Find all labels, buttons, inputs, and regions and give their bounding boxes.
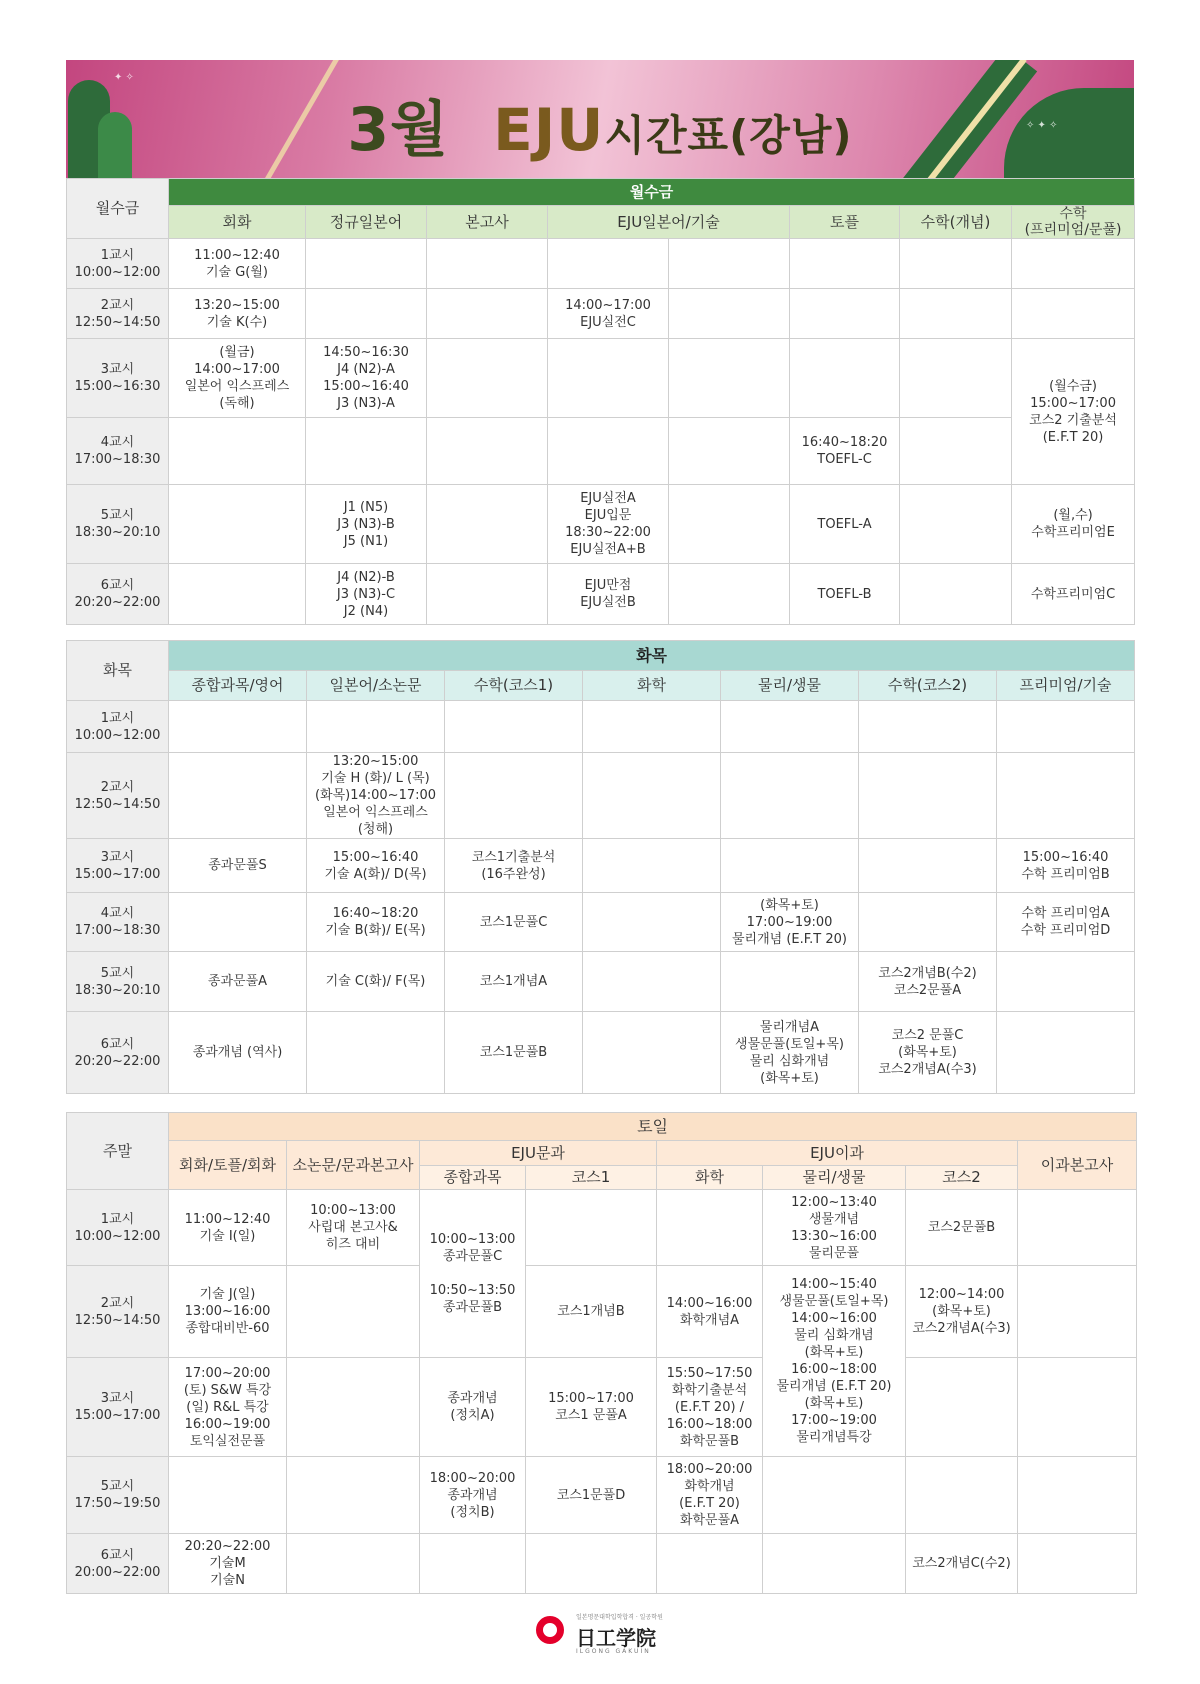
empty-cell — [859, 701, 997, 753]
class-cell: 16:40~18:20 TOEFL-C — [790, 418, 900, 485]
class-cell: 10:00~13:00 사립대 본고사& 히즈 대비 — [287, 1190, 420, 1266]
class-cell: 기술 J(일) 13:00~16:00 종합대비반-60 — [169, 1266, 287, 1358]
sparkle-icon: ✧ ✦ ✧ — [1026, 120, 1058, 131]
column-header: 화학 — [583, 671, 721, 701]
empty-cell — [900, 239, 1012, 289]
period-label: 1교시 10:00~12:00 — [67, 701, 169, 753]
empty-cell — [763, 1534, 906, 1594]
period-label: 6교시 20:20~22:00 — [67, 564, 169, 625]
empty-cell — [427, 564, 548, 625]
class-cell: (월수금) 15:00~17:00 코스2 기출분석 (E.F.T 20) — [1012, 339, 1135, 485]
column-subheader: 코스2 — [906, 1166, 1018, 1190]
empty-cell — [526, 1534, 657, 1594]
class-cell: 16:40~18:20 기술 B(화)/ E(목) — [307, 893, 445, 952]
class-cell: 14:50~16:30 J4 (N2)-A 15:00~16:40 J3 (N3)-A — [306, 339, 427, 418]
class-cell: 14:00~16:00 화학개념A — [657, 1266, 763, 1358]
class-cell: 18:00~20:00 화학개념 (E.F.T 20) 화학문풀A — [657, 1457, 763, 1534]
class-cell: 18:00~20:00 종과개념 (정치B) — [420, 1457, 526, 1534]
column-header: 소논문/문과본고사 — [287, 1141, 420, 1190]
class-cell: 코스2개념B(수2) 코스2문풀A — [859, 952, 997, 1012]
sparkle-icon: ✦ ✧ — [114, 72, 134, 83]
class-cell: TOEFL-B — [790, 564, 900, 625]
empty-cell — [763, 1457, 906, 1534]
column-subheader: 종합과목 — [420, 1166, 526, 1190]
empty-cell — [1018, 1266, 1137, 1358]
empty-cell — [900, 418, 1012, 485]
empty-cell — [307, 701, 445, 753]
class-cell: 10:00~13:00 종과문풀C 10:50~13:50 종과문풀B — [420, 1190, 526, 1358]
empty-cell — [900, 485, 1012, 564]
empty-cell — [1018, 1358, 1137, 1457]
table-band-header: 월수금 — [169, 179, 1135, 206]
period-label: 6교시 20:00~22:00 — [67, 1534, 169, 1594]
empty-cell — [583, 952, 721, 1012]
class-cell: 수학프리미엄C — [1012, 564, 1135, 625]
timetable-weekend — [66, 1112, 1137, 1594]
empty-cell — [669, 485, 790, 564]
empty-cell — [307, 1012, 445, 1094]
empty-cell — [287, 1534, 420, 1594]
class-cell: 코스1문풀B — [445, 1012, 583, 1094]
column-header: EJU일본어/기술 — [548, 206, 790, 239]
table-corner: 주말 — [67, 1113, 169, 1190]
column-header: 일본어/소논문 — [307, 671, 445, 701]
empty-cell — [169, 893, 307, 952]
empty-cell — [721, 952, 859, 1012]
empty-cell — [997, 952, 1135, 1012]
column-header: EJU이과 — [657, 1141, 1018, 1166]
period-label: 3교시 15:00~17:00 — [67, 1358, 169, 1457]
period-label: 1교시 10:00~12:00 — [67, 1190, 169, 1266]
logo-name: 日工学院 — [576, 1626, 656, 1650]
class-cell: 코스1문풀C — [445, 893, 583, 952]
title-month: 3월 — [347, 95, 450, 165]
class-cell: 12:00~14:00 (화목+토) 코스2개념A(수3) — [906, 1266, 1018, 1358]
empty-cell — [169, 753, 307, 839]
period-label: 3교시 15:00~16:30 — [67, 339, 169, 418]
class-cell: 11:00~12:40 기술 I(일) — [169, 1190, 287, 1266]
column-header: 회화/토플/회화 — [169, 1141, 287, 1190]
period-label: 1교시 10:00~12:00 — [67, 239, 169, 289]
empty-cell — [900, 564, 1012, 625]
column-header: 수학(코스1) — [445, 671, 583, 701]
empty-cell — [721, 839, 859, 893]
title-eju: EJU — [493, 96, 605, 164]
empty-cell — [287, 1358, 420, 1457]
empty-cell — [1018, 1190, 1137, 1266]
empty-cell — [721, 753, 859, 839]
class-cell: 17:00~20:00 (토) S&W 특강 (일) R&L 특강 16:00~19:00 토익실전문풀 — [169, 1358, 287, 1457]
empty-cell — [997, 701, 1135, 753]
period-label: 2교시 12:50~14:50 — [67, 753, 169, 839]
class-cell: 14:00~15:40 생물문풀(토일+목) 14:00~16:00 물리 심화개념 (화목+토) 16:00~18:00 물리개념 (E.F.T 20) (화목+토) 17:00~19:00 물리개념특강 — [763, 1266, 906, 1457]
empty-cell — [669, 418, 790, 485]
empty-cell — [790, 289, 900, 339]
empty-cell — [790, 339, 900, 418]
empty-cell — [859, 839, 997, 893]
empty-cell — [669, 339, 790, 418]
class-cell: 13:20~15:00 기술 K(수) — [169, 289, 306, 339]
empty-cell — [721, 701, 859, 753]
class-cell: 수학 프리미엄A 수학 프리미엄D — [997, 893, 1135, 952]
empty-cell — [427, 485, 548, 564]
class-cell: 11:00~12:40 기술 G(월) — [169, 239, 306, 289]
class-cell: 코스2 문풀C (화목+토) 코스2개념A(수3) — [859, 1012, 997, 1094]
empty-cell — [548, 339, 669, 418]
empty-cell — [169, 701, 307, 753]
class-cell: 20:20~22:00 기술M 기술N — [169, 1534, 287, 1594]
empty-cell — [1018, 1457, 1137, 1534]
class-cell: 코스2문풀B — [906, 1190, 1018, 1266]
column-header: 프리미엄/기술 — [997, 671, 1135, 701]
table-corner: 월수금 — [67, 179, 169, 239]
empty-cell — [859, 893, 997, 952]
period-label: 6교시 20:20~22:00 — [67, 1012, 169, 1094]
column-header: 물리/생물 — [721, 671, 859, 701]
class-cell: 14:00~17:00 EJU실전C — [548, 289, 669, 339]
empty-cell — [420, 1534, 526, 1594]
period-label: 4교시 17:00~18:30 — [67, 418, 169, 485]
timetable-mon-wed-fri — [66, 178, 1135, 625]
column-header: 종합과목/영어 — [169, 671, 307, 701]
column-header: 수학(코스2) — [859, 671, 997, 701]
class-cell: EJU만점 EJU실전B — [548, 564, 669, 625]
empty-cell — [997, 1012, 1135, 1094]
class-cell: 15:00~17:00 코스1 문풀A — [526, 1358, 657, 1457]
empty-cell — [427, 239, 548, 289]
empty-cell — [306, 239, 427, 289]
column-subheader: 물리/생물 — [763, 1166, 906, 1190]
empty-cell — [548, 239, 669, 289]
empty-cell — [583, 753, 721, 839]
empty-cell — [583, 1012, 721, 1094]
class-cell: TOEFL-A — [790, 485, 900, 564]
empty-cell — [583, 839, 721, 893]
column-header: 본고사 — [427, 206, 548, 239]
empty-cell — [445, 753, 583, 839]
period-label: 5교시 17:50~19:50 — [67, 1457, 169, 1534]
empty-cell — [906, 1358, 1018, 1457]
table-band-header: 토일 — [169, 1113, 1137, 1141]
class-cell: J1 (N5) J3 (N3)-B J5 (N1) — [306, 485, 427, 564]
empty-cell — [657, 1534, 763, 1594]
period-label: 4교시 17:00~18:30 — [67, 893, 169, 952]
school-logo — [536, 1610, 666, 1656]
empty-cell — [900, 289, 1012, 339]
empty-cell — [669, 564, 790, 625]
class-cell: 코스1문풀D — [526, 1457, 657, 1534]
class-cell: 코스2개념C(수2) — [906, 1534, 1018, 1594]
class-cell: 종과문풀S — [169, 839, 307, 893]
table-corner: 화목 — [67, 641, 169, 701]
class-cell: 15:00~16:40 기술 A(화)/ D(목) — [307, 839, 445, 893]
table-band-header: 화목 — [169, 641, 1135, 671]
period-label: 5교시 18:30~20:10 — [67, 952, 169, 1012]
logo-romaji: ILGONG GAKUIN — [576, 1648, 651, 1655]
class-cell: 물리개념A 생물문풀(토일+목) 물리 심화개념 (화목+토) — [721, 1012, 859, 1094]
empty-cell — [306, 289, 427, 339]
logo-ring-icon — [536, 1616, 564, 1644]
class-cell: 15:00~16:40 수학 프리미엄B — [997, 839, 1135, 893]
empty-cell — [526, 1190, 657, 1266]
empty-cell — [669, 289, 790, 339]
logo-tagline: 일본명문대학입학합격 · 일공학원 — [576, 1614, 663, 1621]
column-header: 정규일본어 — [306, 206, 427, 239]
column-subheader: 화학 — [657, 1166, 763, 1190]
empty-cell — [1018, 1534, 1137, 1594]
column-header: 회화 — [169, 206, 306, 239]
class-cell: 기술 C(화)/ F(목) — [307, 952, 445, 1012]
class-cell: 종과문풀A — [169, 952, 307, 1012]
empty-cell — [900, 339, 1012, 418]
empty-cell — [306, 418, 427, 485]
empty-cell — [169, 564, 306, 625]
empty-cell — [1012, 239, 1135, 289]
empty-cell — [169, 485, 306, 564]
column-header: 토플 — [790, 206, 900, 239]
empty-cell — [1012, 289, 1135, 339]
empty-cell — [548, 418, 669, 485]
class-cell: EJU실전A EJU입문 18:30~22:00 EJU실전A+B — [548, 485, 669, 564]
class-cell: 12:00~13:40 생물개념 13:30~16:00 물리문풀 — [763, 1190, 906, 1266]
column-header: 수학 (프리미엄/문풀) — [1012, 206, 1135, 239]
class-cell: (월금) 14:00~17:00 일본어 익스프레스 (독해) — [169, 339, 306, 418]
period-label: 2교시 12:50~14:50 — [67, 1266, 169, 1358]
empty-cell — [669, 239, 790, 289]
empty-cell — [790, 239, 900, 289]
empty-cell — [169, 1457, 287, 1534]
period-label: 2교시 12:50~14:50 — [67, 289, 169, 339]
empty-cell — [859, 753, 997, 839]
empty-cell — [997, 753, 1135, 839]
empty-cell — [169, 418, 306, 485]
title-banner — [66, 60, 1134, 178]
title-rest: 시간표(강남) — [604, 111, 853, 160]
column-header: EJU문과 — [420, 1141, 657, 1166]
empty-cell — [427, 418, 548, 485]
empty-cell — [445, 701, 583, 753]
class-cell: 코스1기출분석 (16주완성) — [445, 839, 583, 893]
period-label: 5교시 18:30~20:10 — [67, 485, 169, 564]
page-title — [66, 82, 1134, 168]
empty-cell — [427, 339, 548, 418]
class-cell: 15:50~17:50 화학기출분석 (E.F.T 20) / 16:00~18:00 화학문풀B — [657, 1358, 763, 1457]
class-cell: (화목+토) 17:00~19:00 물리개념 (E.F.T 20) — [721, 893, 859, 952]
class-cell: 코스1개념A — [445, 952, 583, 1012]
timetable-tue-thu — [66, 640, 1135, 1094]
class-cell: 종과개념 (정치A) — [420, 1358, 526, 1457]
empty-cell — [287, 1266, 420, 1358]
empty-cell — [906, 1457, 1018, 1534]
class-cell: 13:20~15:00 기술 H (화)/ L (목) (화목)14:00~17:00 일본어 익스프레스 (청해) — [307, 753, 445, 839]
empty-cell — [287, 1457, 420, 1534]
period-label: 3교시 15:00~17:00 — [67, 839, 169, 893]
empty-cell — [583, 701, 721, 753]
column-header: 수학(개념) — [900, 206, 1012, 239]
column-header: 이과본고사 — [1018, 1141, 1137, 1190]
class-cell: 종과개념 (역사) — [169, 1012, 307, 1094]
class-cell: (월,수) 수학프리미엄E — [1012, 485, 1135, 564]
column-subheader: 코스1 — [526, 1166, 657, 1190]
empty-cell — [657, 1190, 763, 1266]
empty-cell — [427, 289, 548, 339]
empty-cell — [583, 893, 721, 952]
class-cell: J4 (N2)-B J3 (N3)-C J2 (N4) — [306, 564, 427, 625]
class-cell: 코스1개념B — [526, 1266, 657, 1358]
